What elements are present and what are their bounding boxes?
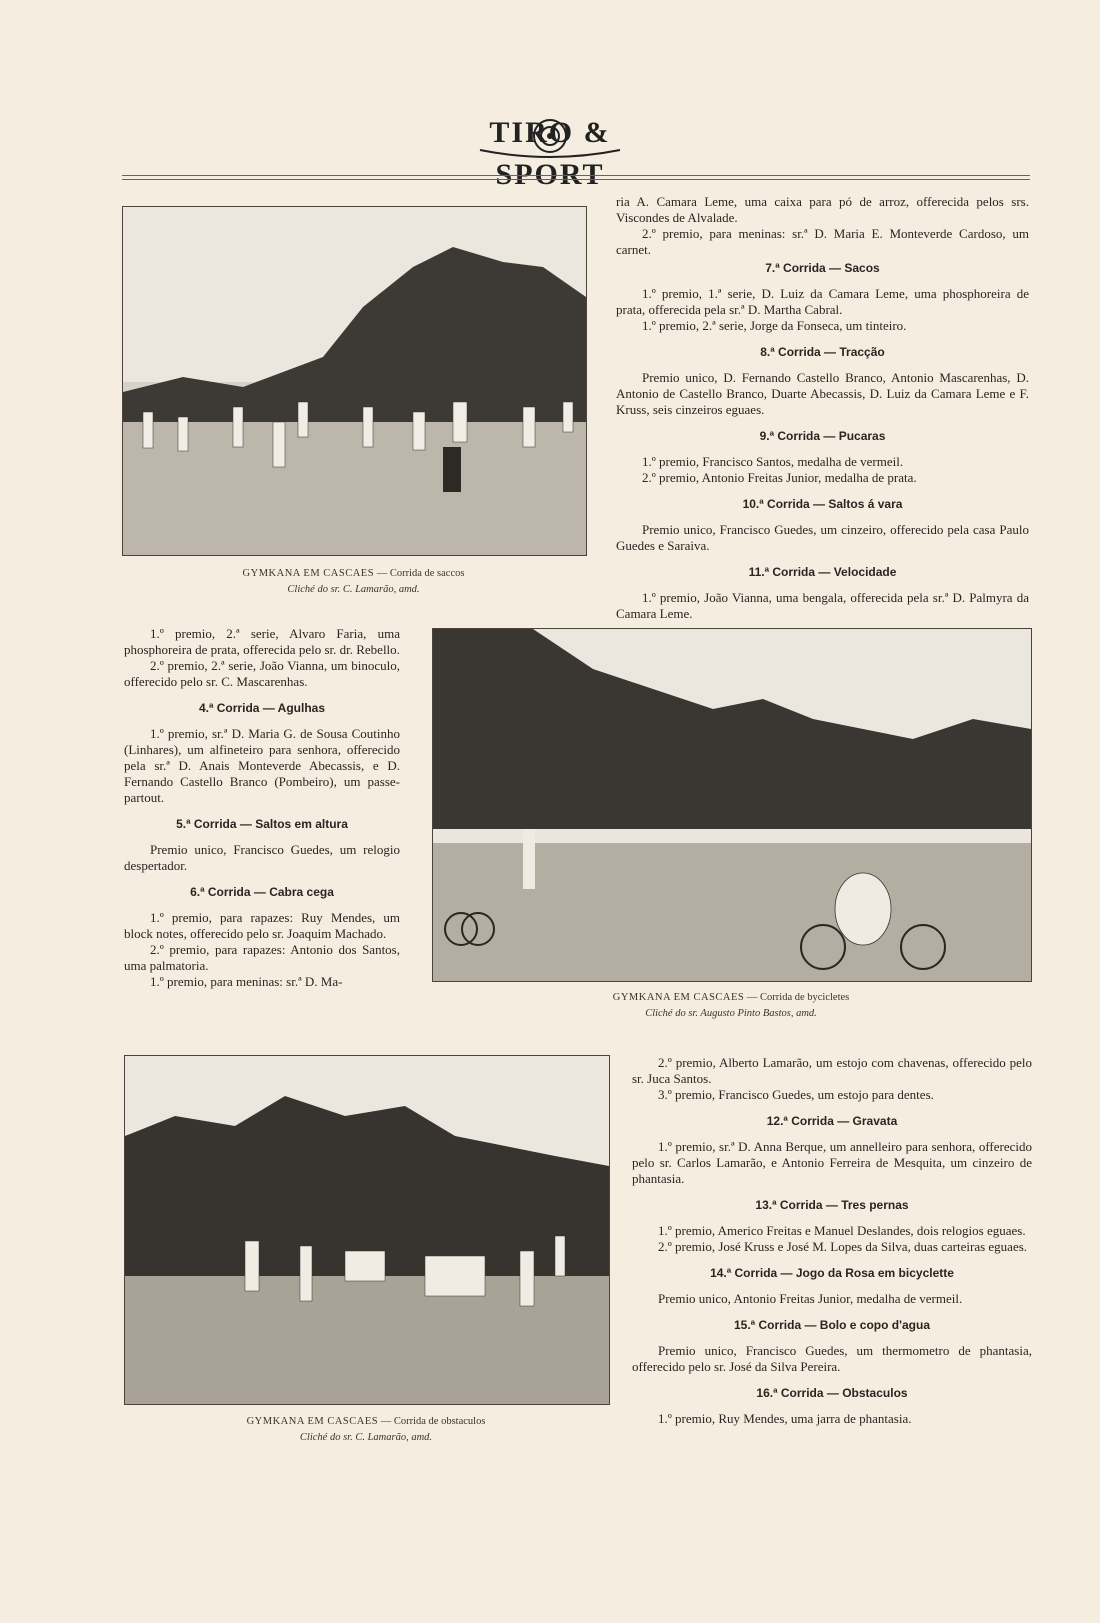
race-heading: 7.ª Corrida — Sacos xyxy=(765,261,880,275)
race-heading: 11.ª Corrida — Velocidade xyxy=(748,565,897,579)
race-heading: 14.ª Corrida — Jogo da Rosa em bicyclette xyxy=(710,1266,954,1280)
caption-photo-2: GYMKANA EM CASCAES — Corrida de bycicletes Cliché do sr. Augusto Pinto Bastos, amd. xyxy=(432,990,1030,1022)
race-heading: 4.ª Corrida — Agulhas xyxy=(198,701,326,715)
race-heading: 16.ª Corrida — Obstaculos xyxy=(756,1386,908,1400)
race-heading: 13.ª Corrida — Tres pernas xyxy=(755,1198,909,1212)
photo-credit: Cliché do sr. C. Lamarão, amd. xyxy=(299,1432,433,1443)
paragraph: 1.º premio, João Vianna, uma bengala, offerecida pela sr.ª D. Palmyra da Camara Leme. xyxy=(616,590,1029,621)
text-column-top-right xyxy=(616,194,1029,622)
race-heading: 8.ª Corrida — Tracção xyxy=(760,345,885,359)
paragraph: 1.º premio, sr.ª D. Anna Berque, um annelleiro para senhora, offerecido pelo sr. Carlos Lamarão, e Antonio Ferreira de Mesquita, um cinzeiro de phantasia. xyxy=(632,1139,1032,1186)
caption-title: GYMKANA EM CASCAES xyxy=(612,992,745,1003)
paragraph: Premio unico, D. Fernando Castello Branco, Antonio Mascarenhas, D. Antonio de Castello Branco, Duarte Abecassis, D. Luiz da Camara Leme e F. Kruss, seis cinzeiros eguaes. xyxy=(616,370,1029,417)
paragraph: 1.º premio, 2.ª serie, Jorge da Fonseca, um tinteiro. xyxy=(642,318,907,333)
header-rule xyxy=(122,175,1030,176)
paragraph: 1.º premio, Americo Freitas e Manuel Deslandes, dois relogios eguaes. xyxy=(658,1223,1026,1238)
paragraph: 1.º premio, para meninas: sr.ª D. Ma- xyxy=(150,974,343,989)
paragraph: 2.º premio, Antonio Freitas Junior, medalha de prata. xyxy=(642,470,917,485)
photo-sack-race xyxy=(122,206,587,556)
photo-bicycle-race xyxy=(432,628,1032,982)
paragraph: 2.º premio, para rapazes: Antonio dos Santos, uma palmatoria. xyxy=(124,942,400,973)
paragraph: 2.º premio, Alberto Lamarão, um estojo com chavenas, offerecido pelo sr. Juca Santos. xyxy=(632,1055,1032,1086)
race-heading: 6.ª Corrida — Cabra cega xyxy=(190,885,334,899)
text-column-bottom-right xyxy=(632,1055,1032,1427)
paragraph: Premio unico, Francisco Guedes, um cinzeiro, offerecido pela casa Paulo Guedes e Saraiva. xyxy=(616,522,1029,553)
paragraph: 3.º premio, Francisco Guedes, um estojo para dentes. xyxy=(658,1087,934,1102)
caption-title: GYMKANA EM CASCAES xyxy=(246,1416,379,1427)
masthead xyxy=(0,112,1100,191)
paragraph: 1.º premio, 2.ª serie, Alvaro Faria, uma phosphoreira de prata, offerecida pelo sr. dr. Rebello. xyxy=(124,626,400,657)
paragraph: 1.º premio, 1.ª serie, D. Luiz da Camara Leme, uma phosphoreira de prata, offerecida pela sr.ª D. Martha Cabral. xyxy=(616,286,1029,317)
paragraph: Premio unico, Francisco Guedes, um thermometro de phantasia, offerecido pelo sr. José da Silva Pereira. xyxy=(632,1343,1032,1374)
paragraph: 1.º premio, para rapazes: Ruy Mendes, um block notes, offerecido pelo sr. Joaquim Machado. xyxy=(124,910,400,941)
masthead-title: TIRO & SPORT xyxy=(489,116,611,191)
caption-event: Corrida de bycicletes xyxy=(760,992,850,1003)
paragraph: ria A. Camara Leme, uma caixa para pó de arroz, offerecida pelos srs. Viscondes de Alvalade. xyxy=(616,194,1029,225)
paragraph: 2.º premio, José Kruss e José M. Lopes da Silva, duas carteiras eguaes. xyxy=(658,1239,1028,1254)
paragraph: Premio unico, Francisco Guedes, um relogio despertador. xyxy=(124,842,400,873)
text-column-middle-left xyxy=(124,626,400,990)
paragraph: 2.º premio, 2.ª serie, João Vianna, um binoculo, offerecido pelo sr. C. Mascarenhas. xyxy=(124,658,400,689)
paragraph: 1.º premio, sr.ª D. Maria G. de Sousa Coutinho (Linhares), um alfineteiro para senhora, offerecido pela sr.ª D. Anais Monteverde Abecassis, e D. Fernando Castello Branco (Pombeiro), um passe-partout. xyxy=(124,726,400,805)
race-heading: 12.ª Corrida — Gravata xyxy=(766,1114,898,1128)
header-rule-2 xyxy=(122,179,1030,180)
photo-credit: Cliché do sr. Augusto Pinto Bastos, amd. xyxy=(645,1008,817,1019)
caption-photo-1: GYMKANA EM CASCAES — Corrida de saccos Cliché do sr. C. Lamarão, amd. xyxy=(122,566,585,598)
masthead-logo xyxy=(460,112,640,191)
caption-event: Corrida de saccos xyxy=(389,568,465,579)
photo-obstacle-race xyxy=(124,1055,610,1405)
paragraph: 1.º premio, Ruy Mendes, uma jarra de phantasia. xyxy=(658,1411,912,1426)
race-heading: 5.ª Corrida — Saltos em altura xyxy=(176,817,348,831)
caption-event: Corrida de obstaculos xyxy=(393,1416,486,1427)
race-heading: 9.ª Corrida — Pucaras xyxy=(759,429,886,443)
paragraph: 2.º premio, para meninas: sr.ª D. Maria E. Monteverde Cardoso, um carnet. xyxy=(616,226,1029,257)
paragraph: Premio unico, Antonio Freitas Junior, medalha de vermeil. xyxy=(658,1291,963,1306)
race-heading: 15.ª Corrida — Bolo e copo d'agua xyxy=(734,1318,930,1332)
caption-photo-3: GYMKANA EM CASCAES — Corrida de obstaculos Cliché do sr. C. Lamarão, amd. xyxy=(124,1414,608,1446)
race-heading: 10.ª Corrida — Saltos á vara xyxy=(742,497,903,511)
paragraph: 1.º premio, Francisco Santos, medalha de vermeil. xyxy=(642,454,904,469)
caption-title: GYMKANA EM CASCAES xyxy=(242,568,375,579)
photo-credit: Cliché do sr. C. Lamarão, amd. xyxy=(287,584,420,595)
